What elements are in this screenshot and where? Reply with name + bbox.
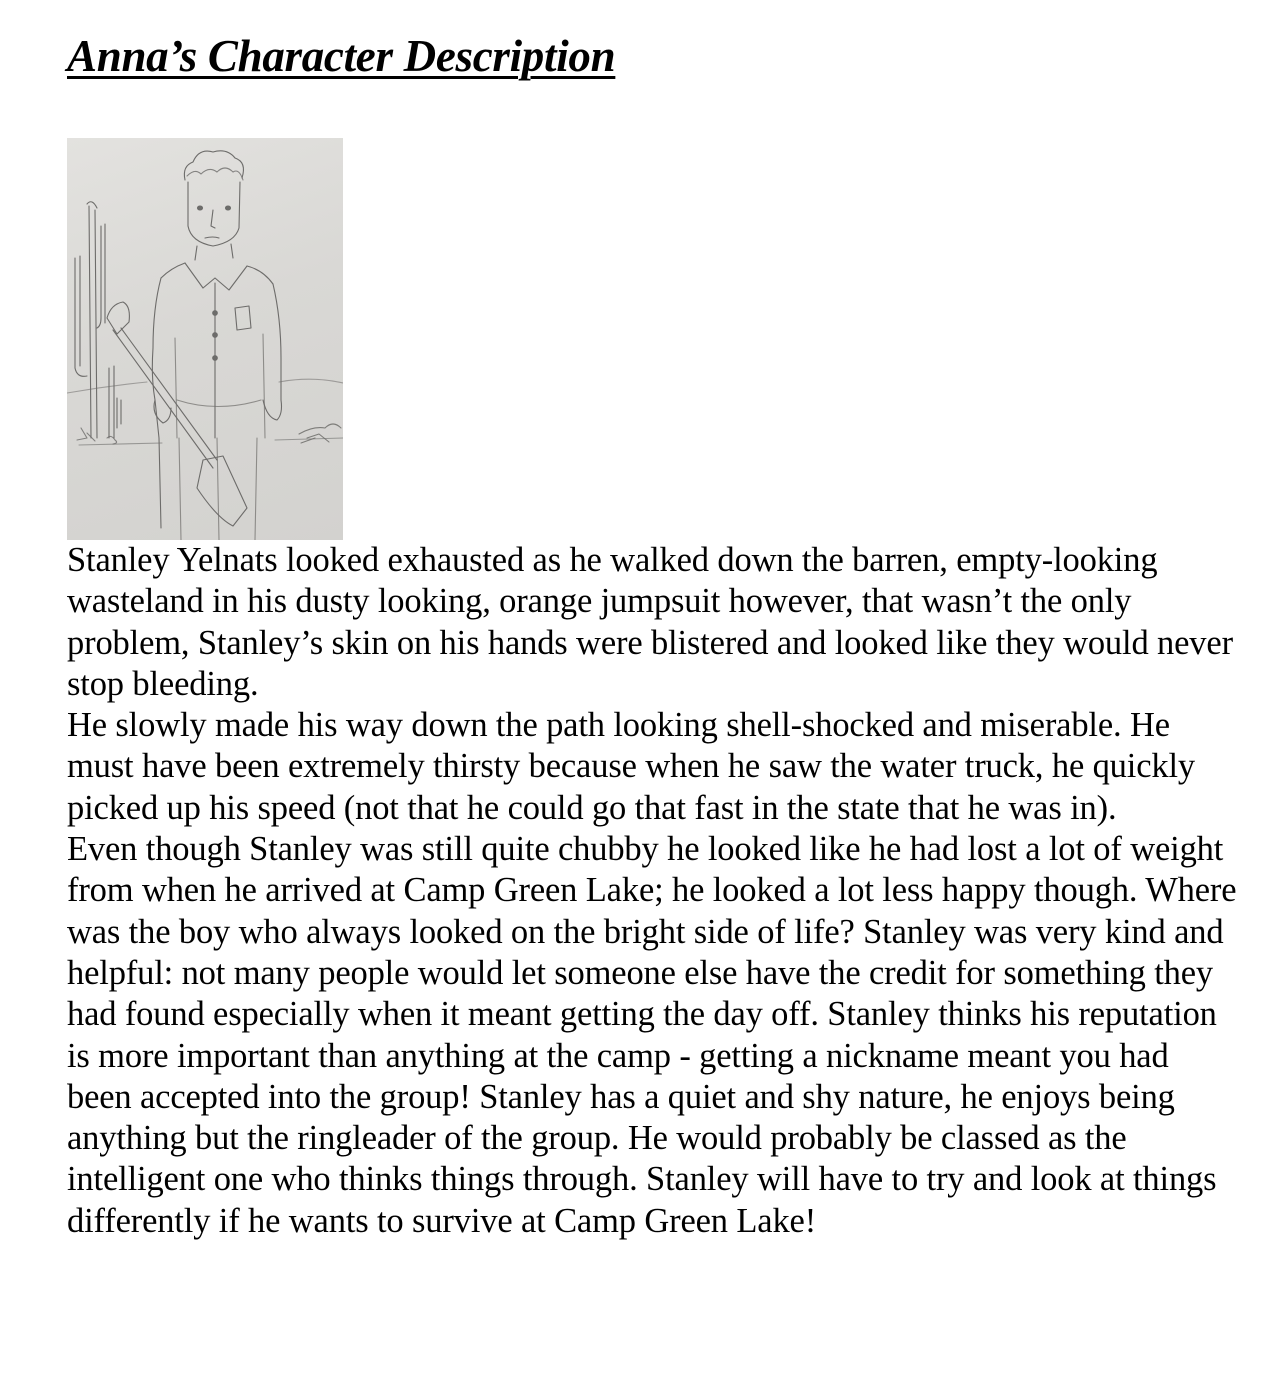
paragraph-path: He slowly made his way down the path looking shell-shocked and miserable. He must have been extremely thirsty because when he saw the water truck, he quickly picked up his speed (not that he could go that fast in the state that he was in). xyxy=(67,706,1196,827)
document-title: Anna’s Character Description xyxy=(67,31,616,81)
paragraph-personality: Even though Stanley was still quite chubby he looked like he had lost a lot of weight from when he arrived at Camp Green Lake; he looked a lot less happy though. Where was the boy who always looked on the bright side of life? Stanley was very kind and helpful: not many people would let someone else have the credit for something they had found especially when it meant getting the day off. Stanley thinks his reputation is more important than anything at the camp - getting a nickname meant you had been accepted into the group! Stanley has a quiet and shy nature, he enjoys being anything but the ringleader of the group. He would probably be classed as the intelligent one who thinks things through. Stanley will have to try and look at things differently if he wants to survive at Camp Green Lake! xyxy=(67,830,1237,1240)
pencil-sketch-illustration-icon xyxy=(67,138,343,540)
character-sketch-image xyxy=(67,138,343,540)
paragraph-appearance: Stanley Yelnats looked exhausted as he walked down the barren, empty-looking wasteland in his dusty looking, orange jumpsuit however, that wasn’t the only problem, Stanley’s skin on his hands were blistered and looked like they would never stop bleeding. xyxy=(67,541,1233,703)
character-description-text xyxy=(67,540,1237,1242)
